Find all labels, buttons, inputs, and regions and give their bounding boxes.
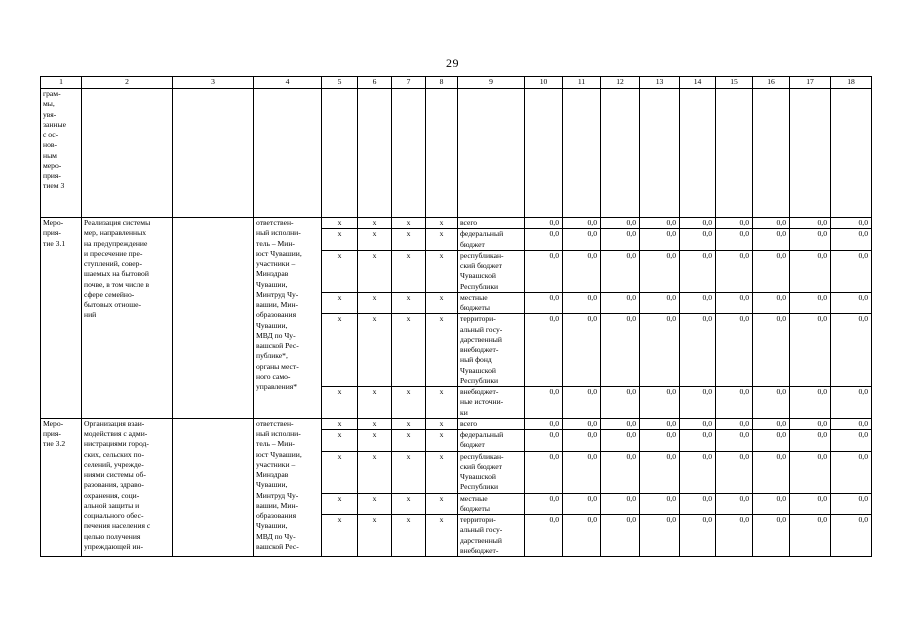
value-cell: 0,0: [640, 451, 680, 493]
value-cell: 0,0: [563, 314, 601, 387]
column-number: 13: [640, 77, 680, 89]
mark-cell: x: [392, 229, 426, 251]
value-cell: 0,0: [601, 314, 640, 387]
measure-col3: [173, 218, 254, 419]
value-cell: 0,0: [716, 387, 753, 419]
value-cell: 0,0: [680, 229, 716, 251]
value-cell: 0,0: [716, 218, 753, 229]
empty-cell: [173, 89, 254, 218]
mark-cell: x: [358, 229, 392, 251]
value-cell: 0,0: [601, 451, 640, 493]
value-cell: 0,0: [790, 387, 831, 419]
value-cell: 0,0: [716, 493, 753, 515]
column-number: 10: [525, 77, 563, 89]
value-cell: 0,0: [525, 515, 563, 557]
value-cell: 0,0: [831, 430, 872, 452]
empty-cell: [458, 89, 525, 218]
value-cell: 0,0: [563, 250, 601, 292]
empty-cell: [601, 89, 640, 218]
value-cell: 0,0: [525, 451, 563, 493]
funding-source: федеральный бюджет: [458, 430, 525, 452]
column-number: 6: [358, 77, 392, 89]
value-cell: 0,0: [563, 387, 601, 419]
value-cell: 0,0: [640, 493, 680, 515]
value-cell: 0,0: [680, 292, 716, 314]
value-cell: 0,0: [831, 314, 872, 387]
column-number: 5: [322, 77, 358, 89]
empty-cell: [831, 89, 872, 218]
column-number: 2: [82, 77, 173, 89]
empty-cell: [680, 89, 716, 218]
empty-cell: [322, 89, 358, 218]
table-row: [41, 418, 872, 429]
empty-cell: [525, 89, 563, 218]
value-cell: 0,0: [753, 418, 790, 429]
measure-col3: [173, 418, 254, 556]
measure-id: Меро- прия- тие 3.2: [41, 418, 82, 556]
column-number: 4: [254, 77, 322, 89]
mark-cell: x: [426, 314, 458, 387]
mark-cell: x: [426, 493, 458, 515]
funding-source: местные бюджеты: [458, 493, 525, 515]
value-cell: 0,0: [716, 314, 753, 387]
value-cell: 0,0: [525, 493, 563, 515]
value-cell: 0,0: [716, 430, 753, 452]
mark-cell: x: [358, 314, 392, 387]
value-cell: 0,0: [790, 250, 831, 292]
value-cell: 0,0: [753, 292, 790, 314]
mark-cell: x: [358, 493, 392, 515]
mark-cell: x: [358, 418, 392, 429]
value-cell: 0,0: [790, 292, 831, 314]
value-cell: 0,0: [680, 387, 716, 419]
value-cell: 0,0: [525, 250, 563, 292]
table-row: [41, 89, 872, 218]
mark-cell: x: [322, 418, 358, 429]
value-cell: 0,0: [831, 451, 872, 493]
program-continuation-cell: грам- мы, увя- занные с ос- нов- ным меро- прия- тием 3: [41, 89, 82, 218]
value-cell: 0,0: [601, 292, 640, 314]
value-cell: 0,0: [831, 218, 872, 229]
mark-cell: x: [392, 451, 426, 493]
value-cell: 0,0: [601, 387, 640, 419]
responsible-executor: ответствен- ный исполни- тель – Мин- юст Чувашии, участники – Минздрав Чувашии, Минтруд Чу- вашии, Мин- образования Чувашии, МВД по Чу- вашской Рес- публике*, органы мест- ного само- управления*: [254, 218, 322, 419]
column-number: 8: [426, 77, 458, 89]
value-cell: 0,0: [680, 314, 716, 387]
value-cell: 0,0: [831, 387, 872, 419]
empty-cell: [790, 89, 831, 218]
mark-cell: x: [426, 451, 458, 493]
mark-cell: x: [358, 515, 392, 557]
empty-cell: [640, 89, 680, 218]
funding-source: республикан- ский бюджет Чувашской Республики: [458, 250, 525, 292]
mark-cell: x: [426, 292, 458, 314]
measure-name: Организация взаи- модействия с адми- нистрациями город- ских, сельских по- селений, учрежде- ниями системы об- разования, здраво- охранения, соци- альной защиты и социального обес- печения населения с целью получения упреждающей ин-: [82, 418, 173, 556]
empty-cell: [563, 89, 601, 218]
value-cell: 0,0: [680, 430, 716, 452]
mark-cell: x: [392, 314, 426, 387]
value-cell: 0,0: [790, 430, 831, 452]
mark-cell: x: [358, 250, 392, 292]
value-cell: 0,0: [563, 418, 601, 429]
value-cell: 0,0: [525, 418, 563, 429]
value-cell: 0,0: [680, 418, 716, 429]
empty-cell: [753, 89, 790, 218]
funding-source: местные бюджеты: [458, 292, 525, 314]
column-number: 16: [753, 77, 790, 89]
mark-cell: x: [358, 451, 392, 493]
value-cell: 0,0: [563, 493, 601, 515]
measure-name: Реализация системы мер, направленных на предупреждение и пресечение пре- ступлений, совер- шаемых на бытовой почве, в том числе в сфере семейно- бытовых отноше- ний: [82, 218, 173, 419]
value-cell: 0,0: [790, 451, 831, 493]
mark-cell: x: [392, 515, 426, 557]
page-number: 29: [446, 56, 459, 70]
mark-cell: x: [322, 430, 358, 452]
value-cell: 0,0: [680, 451, 716, 493]
column-number: 9: [458, 77, 525, 89]
budget-table: [40, 76, 872, 557]
value-cell: 0,0: [601, 250, 640, 292]
funding-source: территори- альный госу- дарственный внебюджет-: [458, 515, 525, 557]
value-cell: 0,0: [790, 515, 831, 557]
value-cell: 0,0: [525, 292, 563, 314]
mark-cell: x: [426, 418, 458, 429]
value-cell: 0,0: [753, 229, 790, 251]
column-number: 15: [716, 77, 753, 89]
value-cell: 0,0: [640, 218, 680, 229]
mark-cell: x: [392, 493, 426, 515]
mark-cell: x: [392, 430, 426, 452]
table-row: [41, 218, 872, 229]
mark-cell: x: [392, 250, 426, 292]
mark-cell: x: [392, 292, 426, 314]
value-cell: 0,0: [563, 451, 601, 493]
value-cell: 0,0: [640, 430, 680, 452]
mark-cell: x: [358, 292, 392, 314]
mark-cell: x: [426, 229, 458, 251]
mark-cell: x: [426, 218, 458, 229]
column-number: 14: [680, 77, 716, 89]
mark-cell: x: [322, 515, 358, 557]
value-cell: 0,0: [790, 493, 831, 515]
value-cell: 0,0: [831, 493, 872, 515]
value-cell: 0,0: [601, 229, 640, 251]
value-cell: 0,0: [753, 218, 790, 229]
value-cell: 0,0: [563, 218, 601, 229]
funding-source: федеральный бюджет: [458, 229, 525, 251]
column-number: 12: [601, 77, 640, 89]
mark-cell: x: [322, 493, 358, 515]
column-number: 1: [41, 77, 82, 89]
value-cell: 0,0: [640, 515, 680, 557]
mark-cell: x: [322, 218, 358, 229]
empty-cell: [358, 89, 392, 218]
value-cell: 0,0: [753, 430, 790, 452]
value-cell: 0,0: [831, 229, 872, 251]
value-cell: 0,0: [640, 250, 680, 292]
value-cell: 0,0: [525, 218, 563, 229]
column-number: 18: [831, 77, 872, 89]
value-cell: 0,0: [640, 229, 680, 251]
value-cell: 0,0: [753, 314, 790, 387]
value-cell: 0,0: [790, 418, 831, 429]
funding-source: территори- альный госу- дарственный внебюджет- ный фонд Чувашской Республики: [458, 314, 525, 387]
value-cell: 0,0: [753, 451, 790, 493]
mark-cell: x: [426, 250, 458, 292]
value-cell: 0,0: [640, 418, 680, 429]
value-cell: 0,0: [680, 515, 716, 557]
value-cell: 0,0: [525, 314, 563, 387]
value-cell: 0,0: [831, 292, 872, 314]
column-number: 11: [563, 77, 601, 89]
mark-cell: x: [322, 387, 358, 419]
mark-cell: x: [426, 515, 458, 557]
value-cell: 0,0: [563, 430, 601, 452]
mark-cell: x: [392, 218, 426, 229]
mark-cell: x: [358, 387, 392, 419]
value-cell: 0,0: [525, 229, 563, 251]
value-cell: 0,0: [601, 515, 640, 557]
value-cell: 0,0: [525, 387, 563, 419]
value-cell: 0,0: [753, 250, 790, 292]
value-cell: 0,0: [716, 515, 753, 557]
mark-cell: x: [358, 430, 392, 452]
funding-source: всего: [458, 418, 525, 429]
mark-cell: x: [322, 250, 358, 292]
measure-id: Меро- прия- тие 3.1: [41, 218, 82, 419]
value-cell: 0,0: [640, 387, 680, 419]
value-cell: 0,0: [563, 292, 601, 314]
column-number-row: [41, 77, 872, 89]
value-cell: 0,0: [640, 292, 680, 314]
mark-cell: x: [426, 430, 458, 452]
value-cell: 0,0: [790, 229, 831, 251]
mark-cell: x: [322, 292, 358, 314]
empty-cell: [426, 89, 458, 218]
value-cell: 0,0: [716, 229, 753, 251]
mark-cell: x: [392, 418, 426, 429]
column-number: 17: [790, 77, 831, 89]
value-cell: 0,0: [601, 218, 640, 229]
mark-cell: x: [322, 229, 358, 251]
mark-cell: x: [322, 451, 358, 493]
value-cell: 0,0: [831, 418, 872, 429]
funding-source: внебюджет- ные источни- ки: [458, 387, 525, 419]
value-cell: 0,0: [563, 229, 601, 251]
mark-cell: x: [322, 314, 358, 387]
value-cell: 0,0: [831, 515, 872, 557]
empty-cell: [392, 89, 426, 218]
value-cell: 0,0: [753, 387, 790, 419]
value-cell: 0,0: [601, 418, 640, 429]
empty-cell: [254, 89, 322, 218]
column-number: 3: [173, 77, 254, 89]
value-cell: 0,0: [790, 314, 831, 387]
value-cell: 0,0: [716, 451, 753, 493]
value-cell: 0,0: [753, 493, 790, 515]
value-cell: 0,0: [753, 515, 790, 557]
value-cell: 0,0: [716, 418, 753, 429]
value-cell: 0,0: [831, 250, 872, 292]
value-cell: 0,0: [563, 515, 601, 557]
value-cell: 0,0: [680, 218, 716, 229]
mark-cell: x: [358, 218, 392, 229]
value-cell: 0,0: [716, 250, 753, 292]
value-cell: 0,0: [601, 430, 640, 452]
empty-cell: [716, 89, 753, 218]
funding-source: республикан- ский бюджет Чувашской Республики: [458, 451, 525, 493]
mark-cell: x: [426, 387, 458, 419]
value-cell: 0,0: [680, 250, 716, 292]
responsible-executor: ответствен- ный исполни- тель – Мин- юст Чувашии, участники – Минздрав Чувашии, Минтруд Чу- вашии, Мин- образования Чувашии, МВД по Чу- вашской Рес-: [254, 418, 322, 556]
value-cell: 0,0: [640, 314, 680, 387]
value-cell: 0,0: [790, 218, 831, 229]
funding-source: всего: [458, 218, 525, 229]
value-cell: 0,0: [716, 292, 753, 314]
column-number: 7: [392, 77, 426, 89]
value-cell: 0,0: [601, 493, 640, 515]
value-cell: 0,0: [680, 493, 716, 515]
value-cell: 0,0: [525, 430, 563, 452]
empty-cell: [82, 89, 173, 218]
mark-cell: x: [392, 387, 426, 419]
